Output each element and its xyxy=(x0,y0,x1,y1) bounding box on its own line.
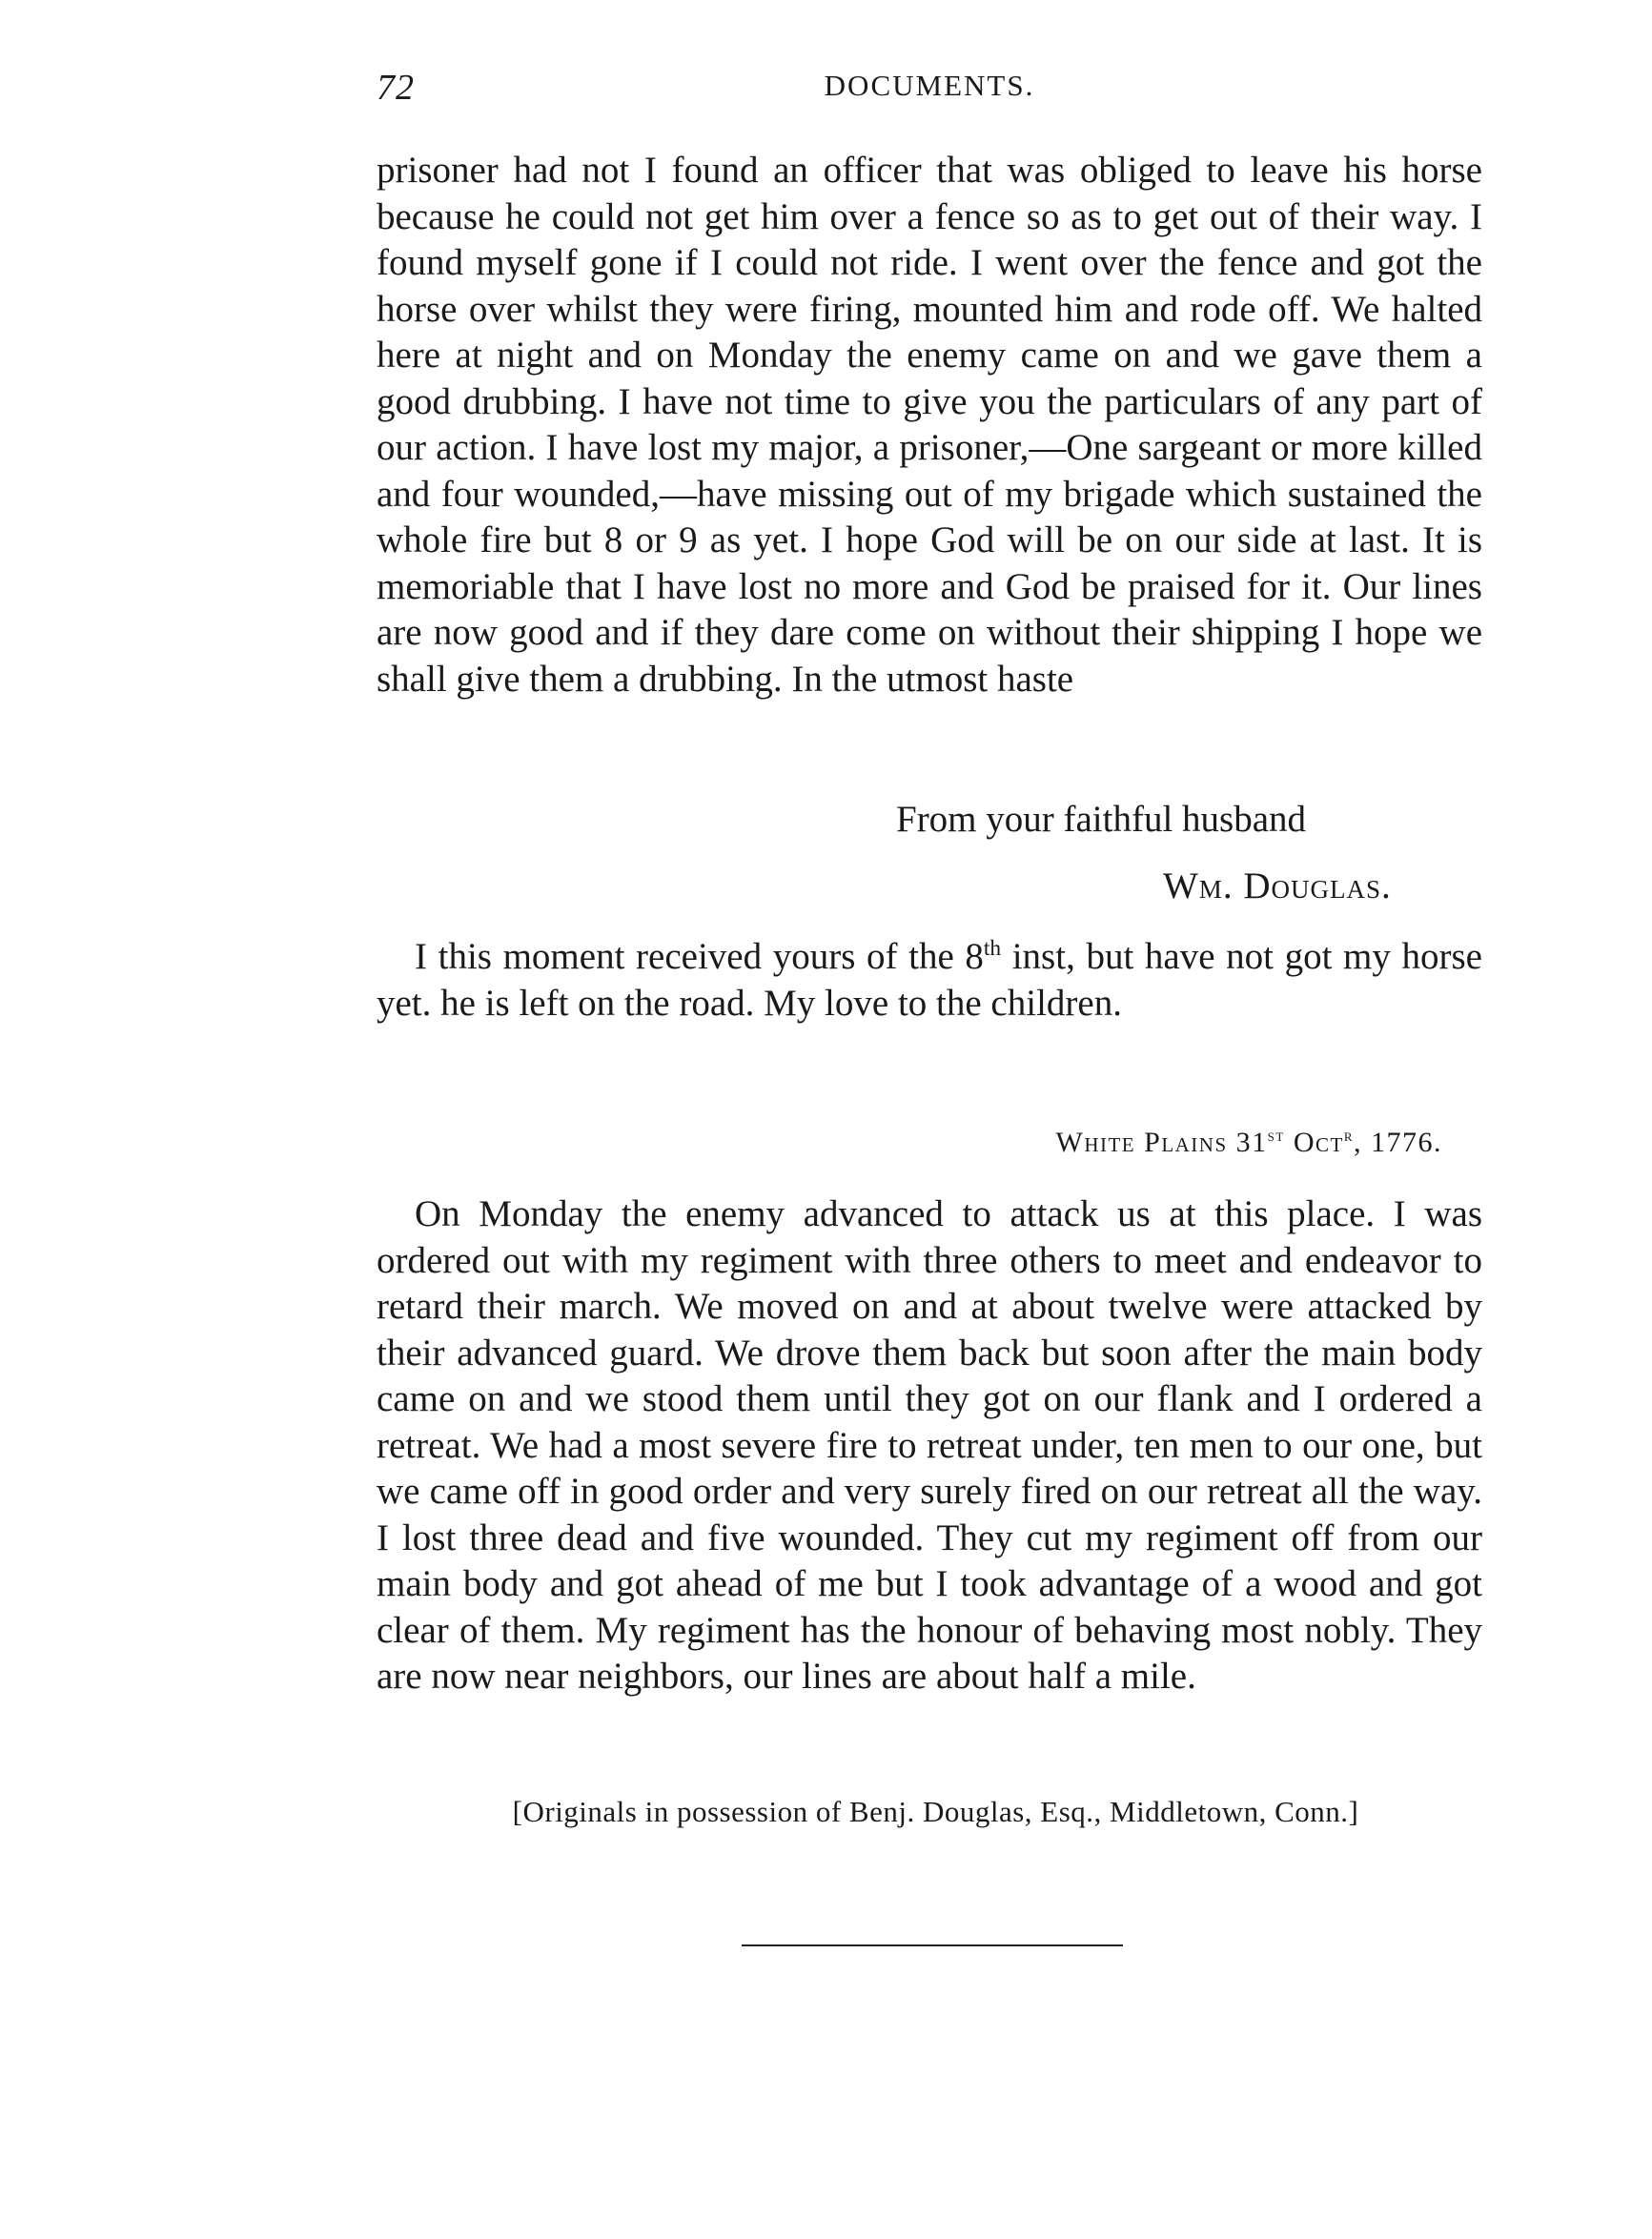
postscript-text-start: I this moment received yours of the 8 xyxy=(415,936,984,977)
letter1-postscript xyxy=(377,934,1482,1027)
dateline-year: , 1776. xyxy=(1354,1127,1442,1158)
source-note: [Originals in possession of Benj. Douglas, Esq., Middletown, Conn.] xyxy=(512,1795,1359,1828)
dateline-place: White Plains 31 xyxy=(1055,1127,1268,1158)
letter2-paragraph: On Monday the enemy advanced to attack us at this place. I was ordered out with my regiment with three others to meet and endeavor to retard their march. We moved on and at about twelve were attacked by their advanced guard. We drove them back but soon after the main body came on and we stood them until they got on our flank and I ordered a retreat. We had a most severe fire to retreat under, ten men to our one, but we came off in good order and very surely fired on our retreat all the way. I lost three dead and five wounded. They cut my regiment off from our main body and got ahead of me but I took advantage of a wood and got clear of them. My regiment has the honour of behaving most nobly. They are now near neighbors, our lines are about half a mile. xyxy=(377,1193,1482,1697)
end-rule xyxy=(742,1944,1123,1946)
postscript-paragraph xyxy=(377,934,1482,1027)
dateline-month: Oct xyxy=(1284,1127,1344,1158)
page-number: 72 xyxy=(377,68,415,108)
letter1-paragraph: prisoner had not I found an officer that was obliged to leave his horse because he could not get him over a fence so as to get out of their way. I found myself gone if I could not ride. I went over the fence and got the horse over whilst they were firing, mounted him and rode off. We halted here at night and on Monday the enemy came on and we gave them a good drubbing. I have not time to give you the particulars of any part of our action. I have lost my major, a prisoner,—One sargeant or more killed and four wounded,—have missing out of my brigade which sustained the whole fire but 8 or 9 as yet. I hope God will be on our side at last. It is memoriable that I have lost no more and God be praised for it. Our lines are now good and if they dare come on without their shipping I hope we shall give them a drubbing. In the utmost haste xyxy=(377,150,1482,700)
postscript-text-end: inst, but have not got my horse yet. he is left on the road. My love to the children. xyxy=(377,936,1482,1024)
running-head: DOCUMENTS. xyxy=(824,69,1035,102)
dateline-sup-day: st xyxy=(1267,1126,1285,1145)
letter1-closing: From your faithful husband xyxy=(896,799,1307,840)
page-header xyxy=(377,67,1482,124)
letter2-dateline xyxy=(1056,1127,1443,1159)
letter1-signature: Wm. Douglas. xyxy=(1163,865,1392,906)
dateline-sup-month: r xyxy=(1343,1126,1354,1145)
letter2-body xyxy=(377,1191,1482,1700)
letter1-body xyxy=(377,148,1482,702)
postscript-sup: th xyxy=(983,936,1002,961)
